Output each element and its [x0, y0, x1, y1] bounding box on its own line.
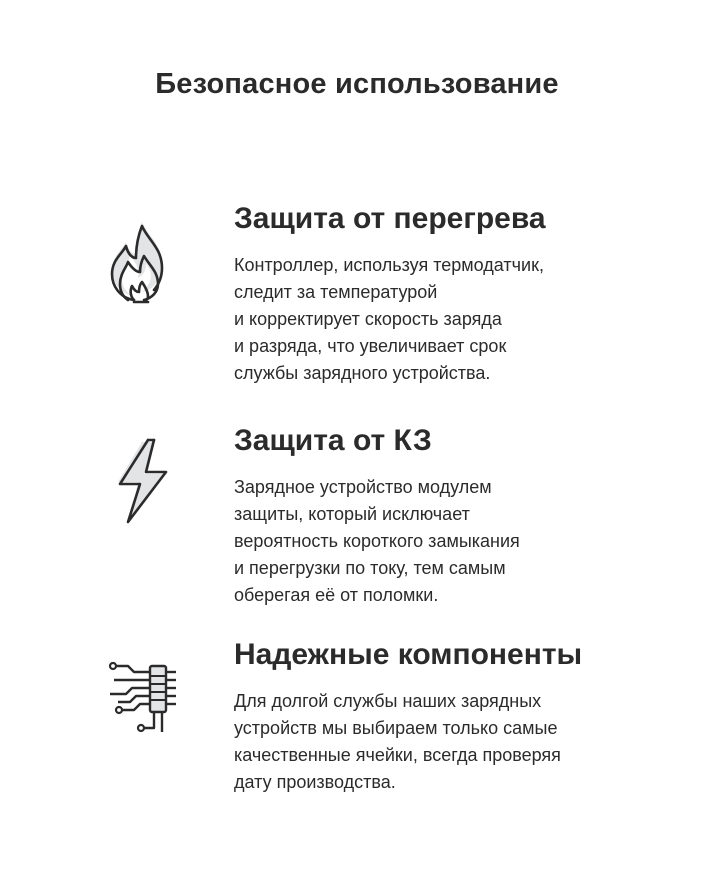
feature-description — [234, 474, 654, 609]
description-line: дату производства. — [234, 772, 396, 792]
description-line: следит за температурой — [234, 282, 438, 302]
description-line: оберегая её от поломки. — [234, 585, 439, 605]
description-line: и корректирует скорость заряда — [234, 309, 502, 329]
page-title: Безопасное использование — [155, 68, 559, 100]
description-line: службы зарядного устройства. — [234, 363, 491, 383]
feature-title: Защита от перегрева — [234, 202, 546, 235]
lightning-icon — [104, 434, 182, 524]
description-line: вероятность короткого замыкания — [234, 531, 520, 551]
description-line: качественные ячейки, всегда проверяя — [234, 745, 561, 765]
feature-title: Защита от КЗ — [234, 424, 432, 457]
description-line: Контроллер, используя термодатчик, — [234, 255, 544, 275]
flame-icon — [104, 216, 182, 306]
description-line: и разряда, что увеличивает срок — [234, 336, 507, 356]
description-line: устройств мы выбираем только самые — [234, 718, 558, 738]
description-line: Для долгой службы наших зарядных — [234, 691, 542, 711]
description-line: Зарядное устройство модулем — [234, 477, 492, 497]
feature-title: Надежные компоненты — [234, 638, 583, 671]
feature-description — [234, 252, 654, 387]
description-line: и перегрузки по току, тем самым — [234, 558, 506, 578]
circuit-chip-icon — [104, 652, 182, 742]
description-line: защиты, который исключает — [234, 504, 470, 524]
feature-description — [234, 688, 654, 796]
